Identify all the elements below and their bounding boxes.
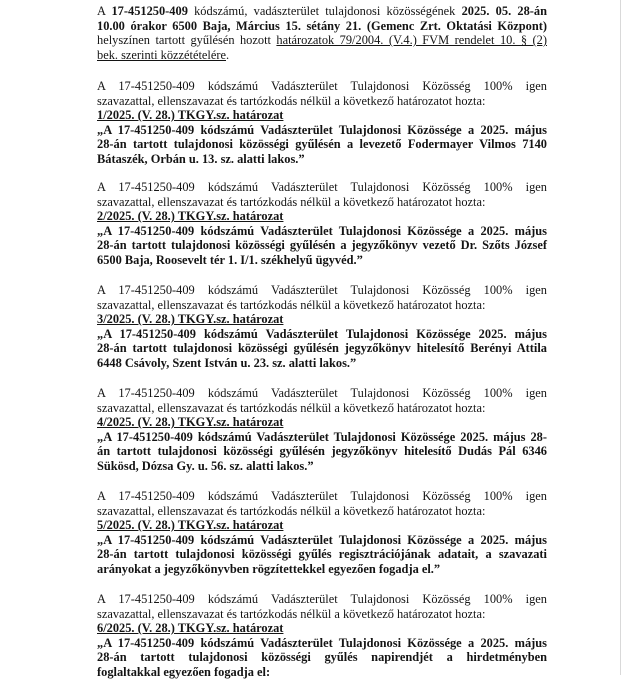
intro-line (97, 33, 547, 48)
resolution-preamble-line: A 17-451250-409 kódszámú Vadászterület Tulajdonosi Közösség 100% igen (97, 386, 547, 400)
resolution-quote (97, 123, 547, 167)
resolution-quote-line: „A 17-451250-409 kódszámú Vadászterület Tulajdonosi Közössége a 2025. május (97, 635, 547, 650)
resolution-preamble-line: szavazattal, ellenszavazat és tartózkodás nélkül a következő határozatot hozta: (97, 297, 486, 312)
intro-text: határozatok 79/2004. (V.4.) FVM rendelet 10. § (2) (276, 33, 547, 48)
resolution-quote-line: 6448 Csávoly, Szent István u. 23. sz. alatti lakos.” (97, 355, 357, 370)
resolution-preamble-line: szavazattal, ellenszavazat és tartózkodás nélkül a következő határozatot hozta: (97, 503, 486, 518)
resolution-block (97, 180, 547, 268)
resolution-block (97, 79, 547, 167)
intro-paragraph (97, 4, 547, 62)
intro-text: 2025. 05. 28-án (461, 4, 547, 18)
resolution-title: 5/2025. (V. 28.) TKGY.sz. határozat (97, 518, 284, 533)
resolution-title: 4/2025. (V. 28.) TKGY.sz. határozat (97, 415, 284, 430)
intro-text: bek. szerinti közzétételére (97, 47, 226, 62)
resolution-quote-line: „A 17-451250-409 kódszámú Vadászterület Tulajdonosi Közössége 2025. május (97, 326, 547, 341)
resolution-title: 6/2025. (V. 28.) TKGY.sz. határozat (97, 621, 284, 636)
intro-text: 10.00 órakor 6500 Baja, Március 15. sétány 21. (Gemenc Zrt. Oktatási Központ) (97, 18, 547, 33)
resolution-quote-line: „A 17-451250-409 kódszámú Vadászterület Tulajdonosi Közössége a 2025. május (97, 532, 547, 547)
resolution-preamble-line: A 17-451250-409 kódszámú Vadászterület Tulajdonosi Közösség 100% igen (97, 180, 547, 194)
resolution-preamble-line: szavazattal, ellenszavazat és tartózkodás nélkül a következő határozatot hozta: (97, 400, 486, 415)
resolution-preamble-line: szavazattal, ellenszavazat és tartózkodás nélkül a következő határozatot hozta: (97, 194, 486, 209)
resolution-preamble-line: A 17-451250-409 kódszámú Vadászterület Tulajdonosi Közösség 100% igen (97, 592, 547, 606)
resolution-quote-line: arányokat a jegyzőkönyvben rögzítettekkel egyezően fogadja el.” (97, 561, 441, 576)
intro-text: A (97, 4, 112, 18)
resolution-quote (97, 224, 547, 268)
intro-text: kódszámú, vadászterület tulajdonosi közösségének (187, 4, 462, 18)
intro-line (97, 48, 547, 63)
resolution-block (97, 283, 547, 371)
resolution-quote (97, 327, 547, 371)
resolution-quote-line: 28-án tartott tulajdonosi közösségi gyűlés napirendjét a hirdetményben (97, 650, 547, 665)
resolution-block (97, 386, 547, 474)
resolution-quote-line: „A 17-451250-409 kódszámú Vadászterület Tulajdonosi Közössége a 2025. május (97, 223, 547, 238)
resolution-quote-line: 6500 Baja, Roosevelt tér 1. I/1. székhelyű ügyvéd.” (97, 252, 363, 267)
resolution-quote (97, 430, 547, 474)
resolution-preamble-line: szavazattal, ellenszavazat és tartózkodás nélkül a következő határozatot hozta: (97, 606, 486, 621)
resolution-preamble-line: A 17-451250-409 kódszámú Vadászterület Tulajdonosi Közösség 100% igen (97, 79, 547, 93)
resolution-title: 2/2025. (V. 28.) TKGY.sz. határozat (97, 209, 284, 224)
resolution-title: 3/2025. (V. 28.) TKGY.sz. határozat (97, 312, 284, 327)
intro-text: helyszínen tartott gyűlésén hozott (97, 33, 277, 48)
resolution-quote (97, 636, 547, 680)
resolution-block (97, 489, 547, 577)
resolution-preamble-line: A 17-451250-409 kódszámú Vadászterület Tulajdonosi Közösség 100% igen (97, 283, 547, 297)
page-edge-line (620, 0, 621, 675)
intro-text: . (226, 47, 230, 62)
resolution-quote (97, 533, 547, 577)
intro-line (97, 4, 547, 19)
resolution-quote-line: 28-án tartott tulajdonosi közösségi gyűlésén a levezető Fodermayer Vilmos 7140 (97, 137, 547, 152)
resolution-quote-line: Bátaszék, Orbán u. 13. sz. alatti lakos.” (97, 151, 305, 166)
resolution-quote-line: án tartott tulajdonosi közösségi gyűlésén jegyzőkönyv hitelesítő Dudás Pál 6346 (97, 444, 547, 459)
resolution-quote-line: 28-án tartott tulajdonosi közösségi gyűlésén jegyzőkönyv hitelesítő Berényi Attila (97, 341, 547, 356)
resolution-quote-line: foglaltakkal egyezően fogadja el: (97, 664, 271, 679)
resolution-preamble-line: A 17-451250-409 kódszámú Vadászterület Tulajdonosi Közösség 100% igen (97, 489, 547, 503)
intro-line (97, 19, 547, 34)
resolution-quote-line: „A 17-451250-409 kódszámú Vadászterület Tulajdonosi Közössége 2025. május 28- (97, 429, 547, 444)
resolution-quote-line: „A 17-451250-409 kódszámú Vadászterület Tulajdonosi Közössége a 2025. május (97, 122, 547, 137)
resolution-preamble-line: szavazattal, ellenszavazat és tartózkodás nélkül a következő határozatot hozta: (97, 93, 486, 108)
resolution-quote-line: Sükösd, Dózsa Gy. u. 56. sz. alatti lakos.” (97, 458, 314, 473)
resolution-quote-line: 28-án tartott tulajdonosi közösségi gyűlés regisztrációjának adatait, a szavazati (97, 547, 547, 562)
resolution-quote-line: 28-án tartott tulajdonosi közösségi gyűlésén a jegyzőkönyv vezető Dr. Szőts József (97, 238, 547, 253)
resolution-block (97, 592, 547, 680)
resolution-title: 1/2025. (V. 28.) TKGY.sz. határozat (97, 108, 284, 123)
intro-text: 17-451250-409 (111, 4, 188, 18)
